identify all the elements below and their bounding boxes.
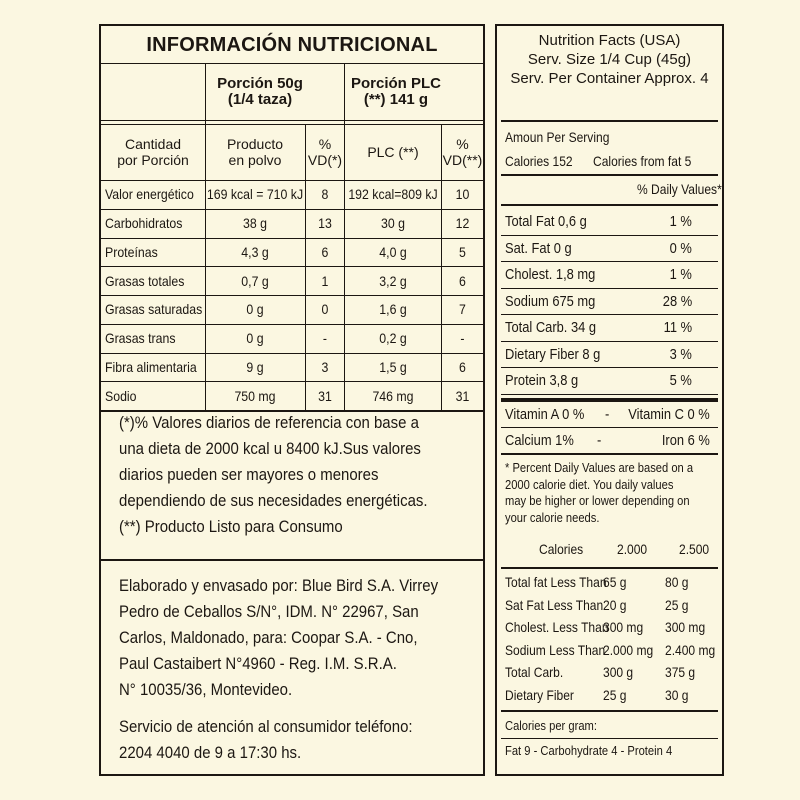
nutrient-name: Grasas saturadas: [105, 301, 203, 318]
calories-header: Calories: [539, 541, 584, 557]
product-value: 4,3 g: [241, 243, 269, 260]
nutrient-percent: 1 %: [669, 266, 692, 283]
divider: [501, 120, 718, 122]
nutrient-label: Dietary Fiber 8 g: [505, 345, 601, 363]
col-amount-header: [101, 126, 205, 178]
footnote-line: una dieta de 2000 kcal u 8400 kJ.Sus valores: [119, 439, 421, 458]
portion-50g-sub: (1/4 taza): [227, 91, 293, 108]
plc-value: 0,2 g: [379, 330, 407, 347]
product-vd: 13: [318, 215, 332, 232]
limit-2000: 2.000 mg: [603, 641, 654, 658]
nutrient-percent: 3 %: [669, 345, 692, 363]
divider: [501, 174, 718, 176]
row-divider: [101, 295, 483, 296]
limit-label: Sodium Less Than: [505, 641, 606, 658]
limit-label: Cholest. Less Than: [505, 619, 609, 635]
plc-vd: 6: [459, 358, 466, 375]
calories-2000: 2.000: [617, 541, 648, 557]
limit-2500: 2.400 mg: [665, 641, 716, 658]
maker-line: N° 10035/36, Montevideo.: [119, 680, 293, 699]
plc-vd: -: [460, 330, 465, 347]
divider: [501, 398, 718, 402]
maker-line: Paul Castaibert N°4960 - Reg. I.M. S.R.A.: [119, 654, 397, 673]
nutrient-row: [501, 238, 718, 259]
plc-value: 192 kcal=809 kJ: [348, 186, 438, 203]
divider: [501, 738, 718, 739]
percent-note-line: may be higher or lower depending on: [505, 493, 690, 508]
nutrient-name: Proteínas: [105, 243, 158, 260]
col-amount-line1: Cantidad: [124, 136, 182, 152]
col-vd2-line1: %: [456, 136, 469, 152]
usa-nutrition-facts: [495, 24, 724, 776]
col-product-line1: Producto: [226, 136, 284, 152]
col-vd2-line2: VD(**): [442, 152, 483, 168]
maker-line: Elaborado y envasado por: Blue Bird S.A. Virrey: [119, 576, 439, 595]
iron: Iron 6 %: [661, 432, 710, 449]
plc-vd: 7: [459, 301, 466, 318]
product-vd: -: [322, 330, 328, 347]
nutrient-row: [501, 264, 718, 285]
product-vd: 6: [321, 243, 329, 260]
portion-plc-label: Porción PLC: [350, 75, 441, 92]
col-product-header: [205, 126, 305, 178]
maker-line: Carlos, Maldonado, para: Coopar S.A. - Cno,: [119, 628, 418, 647]
left-title: INFORMACIÓN NUTRICIONAL: [146, 33, 438, 56]
limit-2500: 300 mg: [665, 619, 706, 635]
row-divider: [501, 314, 718, 315]
nutrient-label: Sodium 675 mg: [505, 292, 596, 310]
row-divider: [101, 381, 483, 382]
divider: [501, 567, 718, 569]
mineral-row: [501, 430, 718, 451]
col-plc-label: PLC (**): [367, 144, 419, 160]
maker-line: Pedro de Ceballos S/N°, IDM. N° 22967, San: [119, 602, 419, 621]
divider: [501, 710, 718, 712]
product-value: 0 g: [246, 301, 264, 318]
plc-vd: 12: [455, 215, 470, 232]
divider: [101, 120, 483, 121]
divider: [501, 453, 718, 455]
plc-value: 30 g: [381, 215, 405, 232]
col-product-line2: en polvo: [228, 152, 282, 168]
divider: [101, 63, 483, 64]
separator: -: [597, 432, 602, 449]
nutrient-percent: 0 %: [669, 239, 692, 257]
nutrient-name: Sodio: [105, 387, 137, 404]
col-vd1-header: [306, 126, 344, 178]
nutrient-percent: 28 %: [662, 292, 692, 310]
service-line: 2204 4040 de 9 a 17:30 hs.: [119, 743, 302, 762]
nutrient-label: Protein 3,8 g: [505, 372, 579, 389]
calories-2500: 2.500: [679, 541, 710, 557]
row-divider: [501, 341, 718, 342]
footnote-line: (*)% Valores diarios de referencia con base a: [119, 413, 419, 432]
col-vd2-header: [442, 126, 483, 178]
product-vd: 3: [321, 358, 329, 375]
nutrient-label: Sat. Fat 0 g: [505, 239, 572, 257]
separator: -: [605, 406, 610, 423]
row-divider: [101, 353, 483, 354]
nutrient-name: Fibra alimentaria: [105, 358, 197, 375]
plc-value: 3,2 g: [379, 272, 407, 289]
limit-label: Total fat Less Than: [505, 574, 607, 590]
product-vd: 1: [321, 272, 329, 289]
col-vd1-line1: %: [318, 136, 332, 152]
product-value: 9 g: [246, 358, 264, 375]
nutrient-row: [501, 317, 718, 338]
nutrient-percent: 1 %: [669, 213, 692, 230]
product-vd: 8: [321, 186, 329, 203]
nutrition-facts-title: Nutrition Facts (USA): [538, 32, 681, 49]
nutrient-percent: 5 %: [669, 372, 692, 389]
product-value: 750 mg: [234, 387, 276, 404]
limit-2500: 80 g: [665, 574, 689, 590]
product-vd: 0: [321, 301, 329, 318]
nutrient-row: [501, 211, 718, 232]
calories-from-fat: Calories from fat 5: [593, 153, 692, 169]
calories-per-gram-values: Fat 9 - Carbohydrate 4 - Protein 4: [505, 743, 673, 758]
divider: [101, 559, 483, 561]
nutrient-row: [501, 291, 718, 312]
divider: [101, 124, 483, 125]
percent-note-line: * Percent Daily Values are based on a: [505, 460, 694, 475]
plc-value: 1,6 g: [379, 301, 407, 318]
amount-per-serving: Amoun Per Serving: [505, 129, 610, 145]
plc-value: 746 mg: [372, 387, 414, 404]
nutrient-name: Valor energético: [105, 186, 194, 203]
row-divider: [101, 238, 483, 239]
spanish-nutrition-table: [99, 24, 485, 776]
product-value: 38 g: [243, 215, 267, 232]
limit-2000: 20 g: [603, 596, 627, 613]
percent-note-line: your calorie needs.: [505, 509, 600, 525]
limit-2000: 300 mg: [603, 619, 644, 635]
footnote-line: (**) Producto Listo para Consumo: [119, 517, 343, 536]
nutrient-row: [501, 344, 718, 365]
row-divider: [101, 324, 483, 325]
row-divider: [501, 394, 718, 395]
nutrient-name: Grasas trans: [105, 330, 176, 347]
product-value: 0,7 g: [241, 272, 269, 289]
calcium: Calcium 1%: [505, 432, 574, 449]
row-divider: [501, 261, 718, 262]
service-line: Servicio de atención al consumidor teléfono:: [119, 717, 413, 736]
nutrient-label: Total Fat 0,6 g: [505, 213, 587, 230]
limit-2000: 300 g: [603, 664, 634, 680]
limit-2500: 30 g: [665, 686, 689, 703]
product-value: 0 g: [246, 330, 264, 347]
row-divider: [501, 367, 718, 368]
divider: [501, 427, 718, 428]
nutrient-name: Carbohidratos: [105, 215, 183, 232]
plc-vd: 6: [459, 272, 466, 289]
row-divider: [501, 288, 718, 289]
limit-2000: 65 g: [603, 574, 627, 590]
row-divider: [101, 266, 483, 267]
nutrient-label: Cholest. 1,8 mg: [505, 266, 596, 283]
nutrient-percent: 11 %: [663, 319, 692, 336]
plc-value: 4,0 g: [379, 243, 407, 260]
limit-2500: 25 g: [665, 596, 689, 613]
plc-vd: 31: [455, 387, 470, 404]
calories-per-gram-label: Calories per gram:: [505, 718, 597, 733]
daily-values-header: % Daily Values*: [637, 181, 722, 197]
limit-label: Dietary Fiber: [505, 686, 574, 703]
divider: [501, 204, 718, 206]
limit-2000: 25 g: [603, 686, 627, 703]
row-divider: [101, 209, 483, 210]
footnote-line: dependiendo de sus necesidades energéticas.: [119, 491, 428, 510]
portion-plc-sub: (**) 141 g: [363, 91, 429, 108]
percent-note-line: 2000 calorie diet. You daily values: [505, 476, 674, 492]
plc-value: 1,5 g: [379, 358, 407, 375]
footnote-line: diarios pueden ser mayores o menores: [119, 465, 379, 484]
plc-vd: 5: [459, 243, 466, 260]
plc-vd: 10: [455, 186, 470, 203]
nutrient-label: Total Carb. 34 g: [505, 319, 597, 336]
vitamin-row: [501, 404, 718, 425]
portion-50g-header: [206, 68, 314, 116]
portion-50g-label: Porción 50g: [217, 75, 303, 92]
product-vd: 31: [318, 387, 332, 404]
limit-label: Sat Fat Less Than: [505, 596, 604, 613]
limit-2500: 375 g: [665, 664, 696, 680]
calories: Calories 152: [505, 153, 573, 169]
nutrient-row: [501, 370, 718, 391]
vitamin-c: Vitamin C 0 %: [628, 406, 710, 423]
limit-label: Total Carb.: [505, 664, 564, 680]
product-value: 169 kcal = 710 kJ: [206, 186, 304, 203]
serving-size: Serv. Size 1/4 Cup (45g): [527, 51, 692, 68]
portion-plc-header: [341, 68, 451, 116]
row-divider: [501, 235, 718, 236]
nutrient-name: Grasas totales: [105, 272, 185, 289]
col-amount-line2: por Porción: [117, 152, 189, 168]
servings-per-container: Serv. Per Container Approx. 4: [510, 70, 709, 87]
col-plc-header: [345, 126, 441, 178]
vitamin-a: Vitamin A 0 %: [505, 406, 585, 423]
col-vd1-line2: VD(*): [307, 152, 343, 168]
